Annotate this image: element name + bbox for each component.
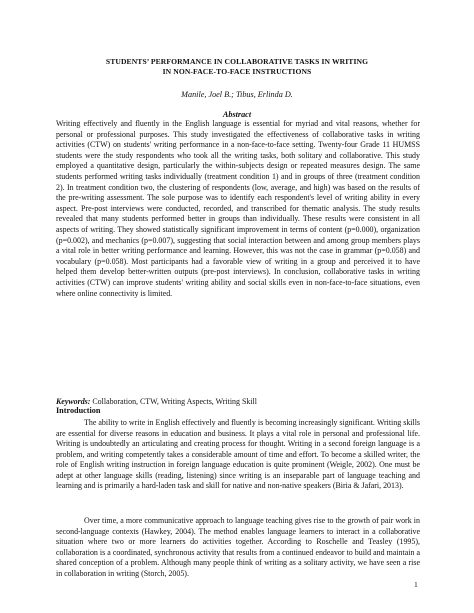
authors: Manile, Joel B.; Tibus, Erlinda D. (181, 90, 293, 99)
keywords-label: Keywords: (56, 397, 91, 406)
paper-title (40, 57, 434, 77)
keywords (56, 397, 420, 407)
introduction-paragraph-1: The ability to write in English effectively and fluently is becoming increasingly significant. Writing skills are essential for diverse reasons in education and business. It plays a vital role in personal and professional life. Writing is undoubtedly an articulating and creating process for thought. Writing in a second foreign language is a problem, and writing competently takes a considerable amount of time and effort. To become a skilled writer, the role of English writing instruction in foreign language education is quite prominent (Weigle, 2002). One must be adept at other language skills (reading, listening) since writing is an inseparable part of language teaching and learning and is primarily a hard-laden task and skill for native and non-native speakers (Biria & Jafari, 2013). (56, 418, 420, 491)
page-number: 1 (414, 580, 418, 589)
title-line-2: IN NON-FACE-TO-FACE INSTRUCTIONS (162, 67, 312, 76)
abstract-body: Writing effectively and fluently in the English language is essential for myriad and vital reasons, whether for personal or professional purposes. This study investigated the effectiveness of collaborative tasks in writing activities (CTW) on students' writing performance in a non-face-to-face setting. Twenty-four Grade 11 HUMSS students were the study respondents who took all the writing tasks, both solitary and collaborative. This study employed a quantitative design, particularly the within-subjects design or repeated measures design. The same students performed writing tasks individually (treatment condition 1) and in groups of three (treatment condition 2). In treatment condition two, the clustering of respondents (low, average, and high) was based on the results of the pre-writing assessment. The sole purpose was to identify each respondent's level of writing ability in every aspect. Pre-post interviews were conducted, recorded, and transcribed for thematic analysis. The study results revealed that many students performed better in groups than individually. These results were consistent in all aspects of writing. They showed statistically significant improvement in terms of content (p=0.000), organization (p=0.002), and mechanics (p=0.007), suggesting that social interaction between and among group members plays a vital role in better writing performance and learning. However, this was not the case in grammar (p=0.058) and vocabulary (p=0.058). Most participants had a favorable view of writing in a group and perceived it to have helped them develop better-written outputs (pre-post interviews). In conclusion, collaborative tasks in writing activities (CTW) can improve students' writing ability and social skills even in non-face-to-face situations, even where online connectivity is limited. (56, 119, 420, 298)
abstract-heading: Abstract (222, 110, 252, 119)
title-line-1: STUDENTS’ PERFORMANCE IN COLLABORATIVE TASKS IN WRITING (105, 57, 369, 66)
keywords-text: Collaboration, CTW, Writing Aspects, Writing Skill (90, 397, 257, 406)
introduction-paragraph-2: Over time, a more communicative approach to language teaching gives rise to the growth of pair work in second-language contexts (Hawkey, 2004). The method enables language learners to interact in a collaborative situation where two or more learners do activities together. According to Roschelle and Teasley (1995), collaboration is a coordinated, synchronous activity that results from a continued endeavor to build and maintain a shared conception of a problem. Although many people think of writing as a solitary activity, we have seen a rise in collaboration in writing (Storch, 2005). (56, 516, 420, 578)
introduction-heading: Introduction (56, 406, 101, 415)
